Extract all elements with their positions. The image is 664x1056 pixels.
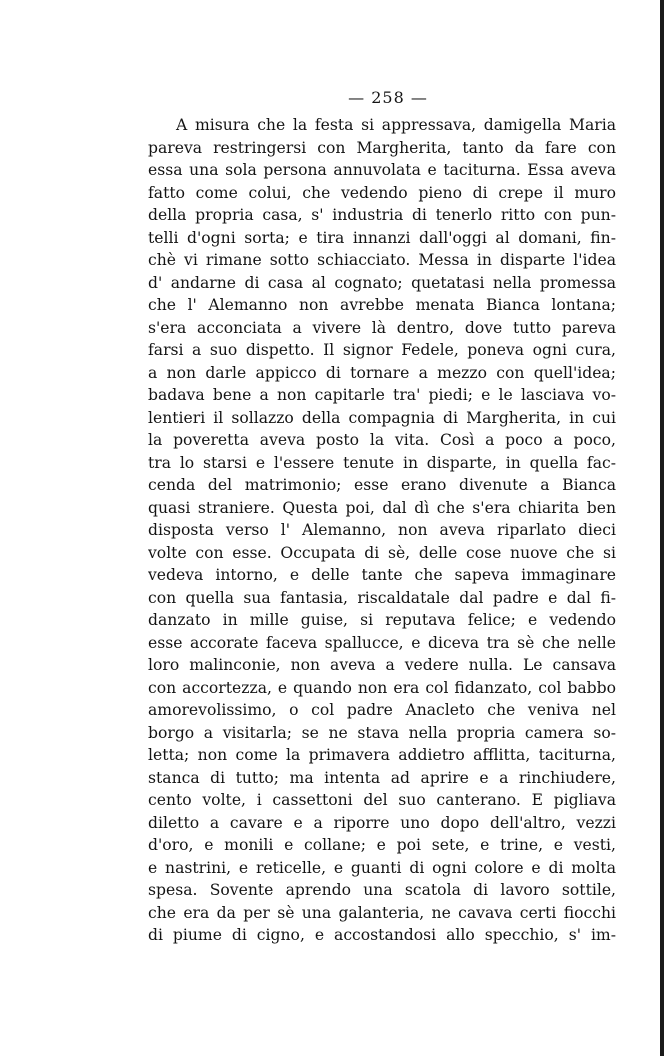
text-line: con quella sua fantasia, riscaldatale dal padre e dal fi- [148,588,616,607]
text-line: che era da per sè una galanteria, ne cavava certi fiocchi [148,903,616,922]
text-line: di piume di cigno, e accostandosi allo specchio, s' im- [148,926,616,944]
page-number: — 258 — [348,88,428,107]
text-line: d'oro, e monili e collane; e poi sete, e trine, e vesti, [148,836,616,854]
text-line: la poveretta aveva posto la vita. Così a poco a poco, [148,431,616,449]
text-line: telli d'ogni sorta; e tira innanzi dall'oggi al domani, fin- [148,228,616,247]
text-line: spesa. Sovente aprendo una scatola di lavoro sottile, [148,881,616,899]
text-line: cento volte, i cassettoni del suo canterano. E pigliava [148,791,616,809]
text-line: quasi straniere. Questa poi, dal dì che s'era chiarita ben [148,498,616,517]
text-line: A misura che la festa si appressava, damigella Maria [176,116,616,134]
text-line: stanca di tutto; ma intenta ad aprire e a rinchiudere, [148,768,616,787]
text-line: badava bene a non capitarle tra' piedi; e le lasciava vo- [148,386,616,404]
text-line: s'era acconciata a vivere là dentro, dove tutto pareva [148,318,616,337]
text-line: fatto come colui, che vedendo pieno di crepe il muro [148,183,616,202]
body-text [148,114,616,947]
text-line: pareva restringersi con Margherita, tanto da fare con [148,138,616,157]
text-line: vedeva intorno, e delle tante che sapeva immaginare [148,566,616,584]
text-line: d' andarne di casa al cognato; quetatasi nella promessa [148,273,616,292]
text-line: a non darle appicco di tornare a mezzo con quell'idea; [148,363,616,382]
text-line: farsi a suo dispetto. Il signor Fedele, poneva ogni cura, [148,341,616,359]
text-line: chè vi rimane sotto schiacciato. Messa in disparte l'idea [148,251,616,269]
text-line: amorevolissimo, o col padre Anacleto che veniva nel [148,701,616,719]
text-line: danzato in mille guise, si reputava felice; e vedendo [148,611,616,629]
text-line: con accortezza, e quando non era col fidanzato, col babbo [148,678,616,697]
page-edge-border [660,0,664,1056]
text-line: e nastrini, e reticelle, e guanti di ogni colore e di molta [148,858,616,877]
text-line: letta; non come la primavera addietro afflitta, taciturna, [148,746,616,764]
text-line: borgo a visitarla; se ne stava nella propria camera so- [148,723,616,742]
text-line: della propria casa, s' industria di tenerlo ritto con pun- [148,206,616,224]
text-line: lentieri il sollazzo della compagnia di Margherita, in cui [148,408,616,427]
text-line: loro malinconie, non aveva a vedere nulla. Le cansava [148,656,616,674]
text-line: che l' Alemanno non avrebbe menata Bianca lontana; [148,296,616,314]
text-line: essa una sola persona annuvolata e taciturna. Essa aveva [148,161,616,179]
text-line: volte con esse. Occupata di sè, delle cose nuove che si [148,543,616,562]
text-line: diletto a cavare e a riporre uno dopo dell'altro, vezzi [148,813,616,832]
text-line: disposta verso l' Alemanno, non aveva riparlato dieci [148,521,616,539]
text-line: esse accorate faceva spallucce, e diceva tra sè che nelle [148,633,616,652]
text-line: cenda del matrimonio; esse erano divenute a Bianca [148,476,616,494]
text-line: tra lo starsi e l'essere tenute in disparte, in quella fac- [148,453,616,472]
